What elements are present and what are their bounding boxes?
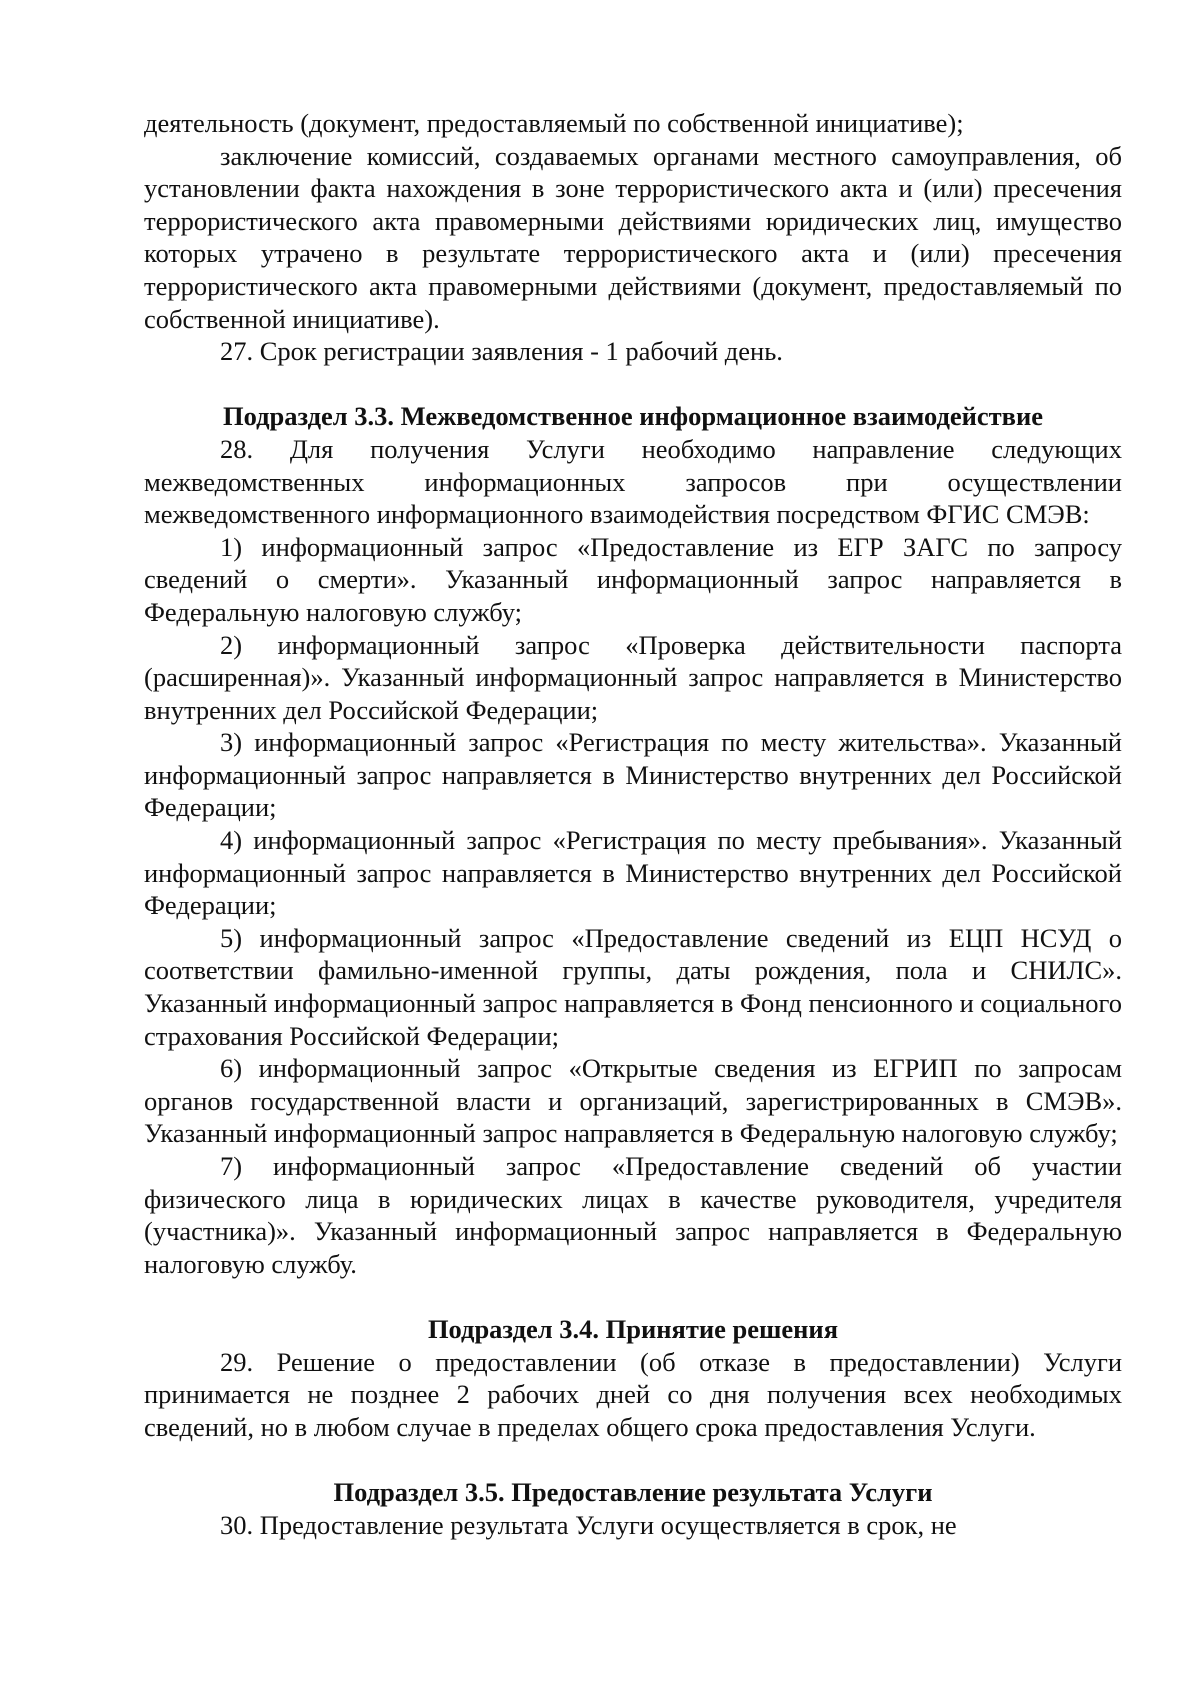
paragraph-29: 29. Решение о предоставлении (об отказе в предоставлении) Услуги принимается не позднее 2 рабочих дней со дня получения всех необходимых сведений, но в любом случае в пределах общего срока предоставления Услуги. [144, 1346, 1122, 1442]
section-3-3-heading: Подраздел 3.3. Межведомственное информационное взаимодействие [222, 401, 1044, 432]
list-item: 7) информационный запрос «Предоставление сведений об участии физического лица в юридических лицах в качестве руководителя, учредителя (участника)». Указанный информационный запрос направляется в Федеральную налоговую службу. [144, 1151, 1122, 1279]
document-page [144, 107, 1122, 1541]
list-item: 4) информационный запрос «Регистрация по месту пребывания». Указанный информационный запрос направляется в Министерство внутренних дел Российской Федерации; [144, 825, 1122, 921]
paragraph-27: 27. Срок регистрации заявления - 1 рабочий день. [220, 336, 783, 367]
section-3-4-heading: Подраздел 3.4. Принятие решения [427, 1313, 839, 1344]
paragraph-28: 28. Для получения Услуги необходимо направление следующих межведомственных информационных запросов при осуществлении межведомственного информационного взаимодействия посредством ФГИС СМЭВ: [144, 433, 1122, 530]
spacer [144, 1443, 1122, 1476]
paragraph-30: 30. Предоставление результата Услуги осуществляется в срок, не [220, 1509, 957, 1540]
spacer [144, 368, 1122, 401]
list-item: 6) информационный запрос «Открытые сведения из ЕГРИП по запросам органов государственной власти и организаций, зарегистрированных в СМЭВ». Указанный информационный запрос направляется в Федеральную налоговую службу; [144, 1053, 1122, 1149]
list-item: 1) информационный запрос «Предоставление из ЕГР ЗАГС по запросу сведений о смерти». Указанный информационный запрос направляется в Федеральную налоговую службу; [144, 531, 1122, 627]
commission-paragraph: заключение комиссий, создаваемых органами местного самоуправления, об установлении факта нахождения в зоне террористического акта и (или) пресечения террористического акта правомерными действиями юридических лиц, имущество которых утрачено в результате террористического акта и (или) пресечения террористического акта правомерными действиями (документ, предоставляемый по собственной инициативе). [144, 140, 1122, 334]
spacer [144, 1280, 1122, 1313]
list-item: 2) информационный запрос «Проверка действительности паспорта (расширенная)». Указанный информационный запрос направляется в Министерство внутренних дел Российской Федерации; [144, 629, 1122, 725]
list-item: 5) информационный запрос «Предоставление сведений из ЕЦП НСУД о соответствии фамильно-именной группы, даты рождения, пола и СНИЛС». Указанный информационный запрос направляется в Фонд пенсионного и социального страхования Российской Федерации; [144, 922, 1122, 1051]
list-item: 3) информационный запрос «Регистрация по месту жительства». Указанный информационный запрос направляется в Министерство внутренних дел Российской Федерации; [144, 727, 1122, 823]
section-3-5-heading: Подраздел 3.5. Предоставление результата Услуги [333, 1476, 933, 1507]
continuation-paragraph: деятельность (документ, предоставляемый по собственной инициативе); [144, 108, 964, 138]
